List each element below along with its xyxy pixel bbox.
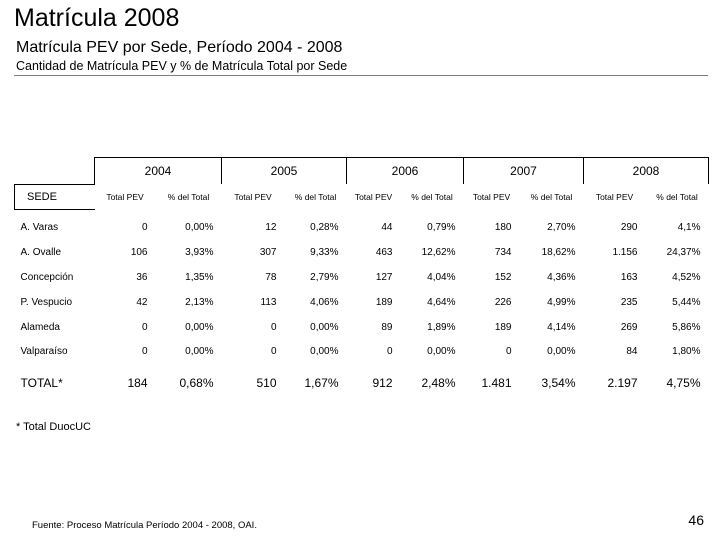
year-header: 2006 [347, 158, 464, 185]
column-header: % del Total [167, 191, 210, 202]
cell: 5,86% [672, 321, 701, 333]
cell: 3,93% [185, 247, 214, 259]
sede-name: Alameda [20, 321, 60, 333]
cell: 4,06% [310, 296, 339, 308]
column-header: % del Total [656, 191, 698, 202]
column-header-row [15, 184, 709, 209]
year-header-row [15, 158, 709, 185]
table-row [15, 265, 709, 290]
cell: 4,36% [547, 271, 576, 283]
total-label: TOTAL* [20, 376, 63, 391]
cell: 226 [494, 296, 512, 308]
cell: 0 [386, 346, 393, 358]
cell: 1,80% [672, 346, 701, 358]
cell: 0 [270, 321, 277, 333]
sede-header: SEDE [15, 184, 95, 209]
sede-name: Concepción [20, 271, 74, 283]
enrollment-table [14, 157, 709, 396]
cell: 113 [260, 296, 277, 308]
cell: 12,62% [421, 247, 456, 259]
cell: 734 [494, 247, 512, 259]
cell: 89 [381, 321, 393, 333]
cell: 1.156 [612, 247, 638, 259]
cell: 78 [265, 271, 277, 283]
column-header: Total PEV [354, 191, 393, 202]
sede-name: A. Varas [20, 222, 59, 234]
sede-name: P. Vespucio [20, 296, 73, 308]
year-header: 2007 [464, 158, 584, 185]
total-cell: 184 [127, 376, 148, 391]
cell: 24,37% [666, 247, 701, 259]
slide-subtitle: Matrícula PEV por Sede, Período 2004 - 2008 [16, 39, 343, 56]
cell: 2,79% [310, 271, 339, 283]
slide-title: Matrícula 2008 [14, 4, 180, 32]
table-row [15, 216, 709, 241]
cell: 106 [130, 247, 148, 259]
sede-name: Valparaíso [20, 346, 68, 358]
cell: 0,00% [547, 346, 576, 358]
cell: 2,70% [547, 222, 576, 234]
cell: 189 [375, 296, 393, 308]
cell: 0,79% [427, 222, 456, 234]
cell: 152 [494, 271, 512, 283]
year-header: 2005 [222, 158, 347, 185]
cell: 84 [626, 346, 638, 358]
year-header: 2008 [584, 158, 709, 185]
cell: 269 [620, 321, 638, 333]
cell: 0,00% [185, 321, 214, 333]
cell: 0,00% [310, 346, 339, 358]
cell: 180 [494, 222, 512, 234]
total-row [15, 370, 709, 396]
column-header: Total PEV [472, 191, 511, 202]
table-row [15, 315, 709, 340]
cell: 4,04% [427, 271, 456, 283]
cell: 42 [136, 296, 148, 308]
footnote: * Total DuocUC [16, 421, 91, 433]
cell: 12 [265, 222, 277, 234]
title-divider [14, 75, 708, 76]
cell: 0,00% [310, 321, 339, 333]
cell: 4,14% [547, 321, 576, 333]
column-header: Total PEV [106, 191, 144, 202]
cell: 0,28% [310, 222, 339, 234]
column-header: Total PEV [234, 191, 272, 202]
column-header: % del Total [530, 191, 573, 202]
total-cell: 3,54% [541, 376, 576, 391]
cell: 307 [259, 247, 277, 259]
column-header: % del Total [294, 191, 337, 202]
table-row [15, 290, 709, 315]
total-cell: 0,68% [179, 376, 214, 391]
total-cell: 2,48% [421, 376, 456, 391]
cell: 1,89% [427, 321, 456, 333]
cell: 44 [381, 222, 393, 234]
cell: 9,33% [310, 247, 339, 259]
table-row [15, 240, 709, 265]
cell: 127 [375, 271, 393, 283]
page-number: 46 [688, 512, 704, 528]
cell: 36 [136, 271, 148, 283]
cell: 4,1% [677, 222, 701, 234]
total-cell: 510 [256, 376, 277, 391]
cell: 235 [620, 296, 638, 308]
cell: 0,00% [427, 346, 456, 358]
year-header: 2004 [95, 158, 222, 185]
cell: 290 [620, 222, 638, 234]
table-row [15, 339, 709, 364]
cell: 0 [270, 346, 277, 358]
cell: 4,64% [427, 296, 456, 308]
source-note: Fuente: Proceso Matrícula Período 2004 - 2008, OAI. [32, 520, 257, 531]
total-cell: 4,75% [666, 376, 701, 391]
cell: 0,00% [185, 222, 214, 234]
cell: 5,44% [672, 296, 701, 308]
cell: 0,00% [185, 346, 214, 358]
cell: 1,35% [185, 271, 214, 283]
cell: 0 [505, 346, 512, 358]
total-cell: 1,67% [304, 376, 339, 391]
cell: 4,52% [672, 271, 701, 283]
cell: 0 [141, 222, 148, 234]
total-cell: 2.197 [607, 376, 638, 391]
cell: 0 [141, 321, 148, 333]
table-caption: Cantidad de Matrícula PEV y % de Matrícula Total por Sede [16, 59, 348, 73]
cell: 2,13% [185, 296, 214, 308]
cell: 189 [494, 321, 512, 333]
cell: 18,62% [541, 247, 576, 259]
column-header: Total PEV [595, 191, 634, 202]
total-cell: 1.481 [481, 376, 512, 391]
cell: 0 [141, 346, 148, 358]
total-cell: 912 [372, 376, 393, 391]
cell: 163 [620, 271, 638, 283]
cell: 463 [375, 247, 393, 259]
sede-name: A. Ovalle [20, 247, 62, 259]
column-header: % del Total [411, 191, 453, 202]
cell: 4,99% [547, 296, 576, 308]
